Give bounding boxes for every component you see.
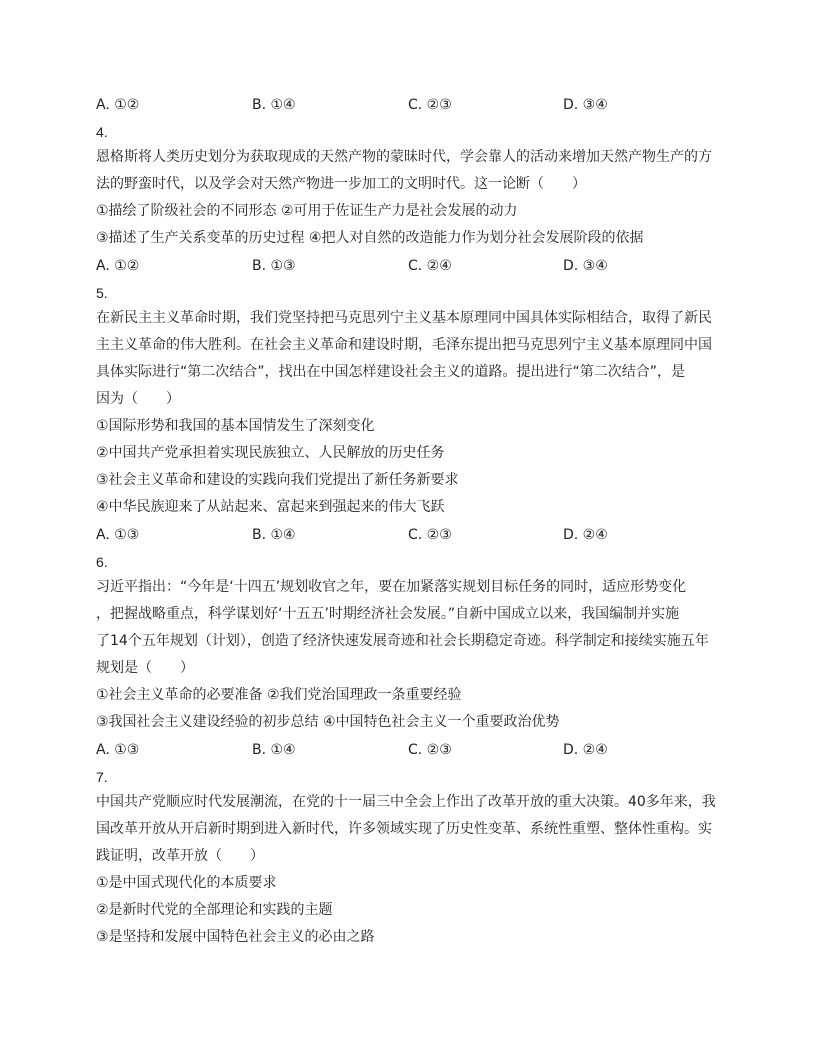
- q6-stem-line-2: ，把握战略重点，科学谋划好‘十五五’时期经济社会发展。”自新中国成立以来，我国编制并实施: [96, 606, 680, 622]
- option-b[interactable]: B. ①④: [252, 742, 296, 758]
- q5-item-3: ③社会主义革命和建设的实践向我们党提出了新任务新要求: [96, 472, 459, 488]
- option-d[interactable]: D. ③④: [563, 97, 608, 113]
- q7-number: 7.: [96, 769, 108, 785]
- q6-number: 6.: [96, 554, 108, 570]
- q6-item-1: ①社会主义革命的必要准备 ②我们党治国理政一条重要经验: [96, 687, 462, 703]
- option-c[interactable]: C. ②③: [408, 97, 452, 113]
- q5-stem-line-2: 主主义革命的伟大胜利。在社会主义革命和建设时期，毛泽东提出把马克思列宁主义基本原理同中国: [96, 337, 712, 353]
- q6-stem-line-3: 了14个五年规划（计划），创造了经济快速发展奇迹和社会长期稳定奇迹。科学制定和接续实施五年: [96, 633, 709, 649]
- q4-stem-line-2: 法的野蛮时代，以及学会对天然产物进一步加工的文明时代。这一论断（ ）: [96, 176, 586, 192]
- option-b[interactable]: B. ①④: [252, 527, 296, 543]
- q4-item-1: ①描绘了阶级社会的不同形态 ②可用于佐证生产力是社会发展的动力: [96, 203, 518, 219]
- q7-item-2: ②是新时代党的全部理论和实践的主题: [96, 902, 333, 918]
- q6-item-2: ③我国社会主义建设经验的初步总结 ④中国特色社会主义一个重要政治优势: [96, 714, 560, 730]
- q5-options: [96, 526, 726, 545]
- q5-stem-line-4: 因为（ ）: [96, 391, 180, 407]
- option-d[interactable]: D. ②④: [563, 742, 608, 758]
- q7-stem-line-1: 中国共产党顺应时代发展潮流，在党的十一届三中全会上作出了改革开放的重大决策。40多年来，我: [96, 794, 716, 810]
- q5-item-2: ②中国共产党承担着实现民族独立、人民解放的历史任务: [96, 445, 445, 461]
- q5-stem-line-1: 在新民主主义革命时期，我们党坚持把马克思列宁主义基本原理同中国具体实际相结合，取得了新民: [96, 310, 712, 326]
- q4-stem-line-1: 恩格斯将人类历史划分为获取现成的天然产物的蒙昧时代，学会靠人的活动来增加天然产物生产的方: [96, 149, 712, 165]
- q4-item-2: ③描述了生产关系变革的历史过程 ④把人对自然的改造能力作为划分社会发展阶段的依据: [96, 230, 644, 246]
- option-c[interactable]: C. ②③: [408, 742, 452, 758]
- option-a[interactable]: A. ①②: [96, 258, 140, 274]
- q7-item-1: ①是中国式现代化的本质要求: [96, 875, 277, 891]
- q3-options: [96, 96, 726, 115]
- option-b[interactable]: B. ①④: [252, 97, 296, 113]
- q7-stem-line-2: 国改革开放从开启新时期到进入新时代，许多领域实现了历史性变革、系统性重塑、整体性重构。实: [96, 821, 712, 837]
- q7-item-3: ③是坚持和发展中国特色社会主义的必由之路: [96, 929, 375, 945]
- option-b[interactable]: B. ①③: [252, 258, 296, 274]
- option-a[interactable]: A. ①②: [96, 97, 140, 113]
- option-a[interactable]: A. ①③: [96, 742, 140, 758]
- q6-stem-line-4: 规划是（ ）: [96, 660, 194, 676]
- q5-stem-line-3: 具体实际进行“第二次结合”，找出在中国怎样建设社会主义的道路。提出进行“第二次结合”，是: [96, 364, 686, 380]
- option-d[interactable]: D. ③④: [563, 258, 608, 274]
- option-c[interactable]: C. ②③: [408, 527, 452, 543]
- q6-stem-line-1: 习近平指出：“今年是‘十四五’规划收官之年，要在加紧落实规划目标任务的同时，适应形势变化: [96, 579, 687, 595]
- q5-number: 5.: [96, 285, 108, 301]
- q5-item-4: ④中华民族迎来了从站起来、富起来到强起来的伟大飞跃: [96, 499, 445, 515]
- q6-options: [96, 741, 726, 760]
- option-d[interactable]: D. ②④: [563, 527, 608, 543]
- q4-number: 4.: [96, 124, 108, 140]
- q4-options: [96, 257, 726, 276]
- option-c[interactable]: C. ②④: [408, 258, 452, 274]
- q5-item-1: ①国际形势和我国的基本国情发生了深刻变化: [96, 418, 375, 434]
- q7-stem-line-3: 践证明，改革开放（ ）: [96, 848, 264, 864]
- option-a[interactable]: A. ①③: [96, 527, 140, 543]
